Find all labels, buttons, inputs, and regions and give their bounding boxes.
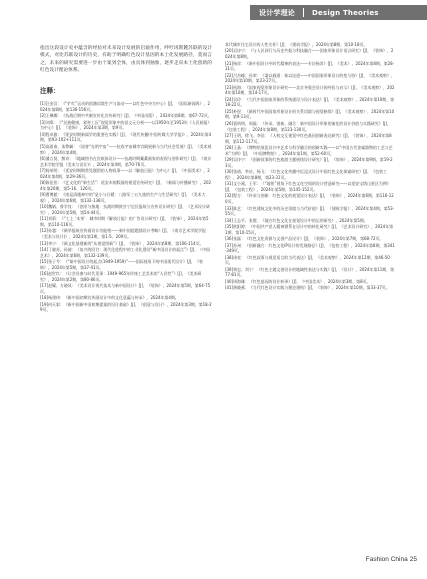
footnote-item: [10]魏婧、鲁学良：《创业与接地：抗战时期陕甘宁边区报纸与宣传设计研究》[J]，《艺术设计研究》，2024年第5期，第54-44页。	[40, 204, 210, 215]
footnote-item: [31]文小溪、王军：《“地景”视角下红色文化空间的设计营造研究——以延安宝塔山景区为例》[J]，《包装工程》，2024年第5期，第145-152页。	[225, 181, 391, 192]
footnote-item: [16]赵世红：《让会设参与时代见事：1949-965年传统工艺美术的“人民性”》[J]，《美术研究》，2024年第2期，第80-86页。	[40, 271, 202, 282]
footnote-item: [15]张子芩：《“新中国设计的起点(1949-1959)”——国际视角下的中国现代设计》[J]，《装饰》，2024年第5期，第37-41页。	[40, 259, 203, 270]
footnote-item: [38]周亮：《红色叙事与视觉语言的当代表达》[J]，《美术观察》，2024年第12期，第46-50页。	[225, 254, 390, 266]
footnote-item: [19]何天彩：《新中国新中国初期提案的设计基础》[J]，《创意与设计》，2024年第3期，第18-29页。	[40, 301, 212, 313]
footnote-item: [37]苏州：《创新融合：红色文化IP设计的发展路径》[J]，《包装工程》，2024年第8期，第341-349页。	[225, 242, 395, 254]
footnote-item: [12]孙越：《新华报纸宣传画设计功能相——新中国提题插设计考略》[J]，《南京艺术学院学报（美术与设计)》，2024年第1期，第1-5、209页。	[40, 228, 206, 240]
footnote-item: [14]丁晓苏、孙倩：《复兴的回甘：现代化进程中的工业化建设“新中国设计的起点”》[J]，《中国艺术》，2024年第6期，第132-139页。	[40, 247, 210, 258]
section-title-zh: 设计学理论	[259, 8, 295, 17]
footnote-item: [32]程方：《传承与创新：红色文化的视觉设计表达》[J]，《装饰》，2024年第6期，第116-120页。	[225, 193, 394, 205]
page-footer	[366, 555, 417, 563]
footnote-item: [24]吴玲：《当代中国国家形象的系统建设与设计表达》[J]，《美术观察》，2024年第10期，第18-22页。	[225, 96, 395, 108]
footnote-item: 本代城市住宅设计的人性关怀》[J]，《建筑学报》，2024年第8期，第10-18页。	[225, 42, 368, 47]
page-number: 25	[409, 556, 417, 563]
footnote-item: [9]曹博慈：《南昆清楼神中的“是小与日暖：八路军三五九旅的生产与生活研究》[J]，《美术大观》，2024年第6期，第132-138页。	[40, 192, 206, 203]
footnote-item: [4]程卓雅：《延安时期新闻学的重要在实践》[J]，《现代传播(中国传媒大学学报)》，2024年第4期，第93-102+111页。	[40, 131, 212, 143]
footnote-item: [5]高嘉南、朱擎娴：《遥寄“光明宇宙”——抗戏宇宙城市宫殿展新与当代社会发展》[J]，《美术观察》，2024年第4期。	[40, 143, 212, 155]
notes-list-right	[225, 42, 395, 291]
footnote-item: [26]裴明明、周磊：《传承、创新、融合：新中国设计形象的演化的设计价值与实践研究》[J]，《包装工程》，2024年第8期，第123-130页。	[225, 120, 391, 132]
footnote-item: [17]赵耀、方晓风：《美术设计现代技术与新中国设计》[J]，《装饰》，2024年第5期，第64-75页。	[40, 283, 211, 294]
footer-label: Fashion China	[365, 556, 408, 563]
footnote-item: [28]王晶：《博物馆展览设计中艺术与科学融合的创新实践——以“中国古代金属器物的工艺与艺术”为例》[J]，《中国博物馆》，2024年第1期，第52-60页。	[225, 145, 393, 156]
footnote-item: [11]刘莉：《“工上 ‘木茶’：城市时期《解放日报》的广告设计研究》[J]，《装饰》，2024年第5期，第110-116页。	[40, 216, 209, 227]
footnote-item: [36]张磊：《红色文化资源与文创产品设计》[J]，《装饰》，2024年第7期，第68-72页。	[225, 236, 384, 242]
footnote-item: [33]陈艺：《红色建筑文化中的历史语境与当代价值》[J]，《建筑学报》，2024年第4期，第53-55页。	[225, 205, 395, 217]
left-column	[40, 45, 212, 314]
footnote-item: [6]潘言贤、熊奇：《地域图书在宣纸体设计——抗战时期藏桑画家的表现与创作研究》[J]，《南京艺术学院学报（美术与设计)》，2024年第4期，第70-76页。	[40, 155, 212, 167]
footnote-item: [39]黄忠、刘宁：《红色主题文创设计的地域性表达与实践》[J]，《设计》，2024年第11期，第77-81页。	[225, 266, 395, 278]
right-column	[225, 42, 395, 292]
notes-list-left	[40, 101, 212, 313]
footnote-item: [8]陈佳怡：《艺文化的“新生活”：延安木刻版画的视觉宣传研究》[J]，《新闻与传播研究》，2024年第20期，第5-16、126页。	[40, 180, 212, 191]
body-paragraph: 指出这段设计史中蕴含的经验对未来设计发展的启迪作用，呼吁再斯麓苏联的设计模式，对比苏联设计的历史，有助于明确红色设计基因的本土化发展路径，莫而言之，未来的研究需要进一步由个案到全体，由具体到抽象，逐步走向本土化创新的红色设计理论体系。	[40, 46, 212, 73]
footnote-item: [30]张倩、李庆、杨飞：《红色文化传播中沉浸式设计中国红色文化探索研究》[J]，《包装工程》，2024年第8期，第23-31页。	[225, 169, 387, 180]
footnote-item: [3]刘郑：《“民族健康，邪害工匠”视觉形象中的意义元分析——以1950年至1953年《人民画报》为中心》[J]，《装饰》，2024年第3期，第9页。	[40, 119, 212, 131]
footnote-item: [27]王明、徐飞、李佳：《人机交互视觉中红色基因创新表达研究》[J]，《装饰》，2024年第8期，第112-117页。	[225, 133, 392, 144]
footnote-item: [13]李宁：《新文化基建新的“从视觉图新”》[J]，《装饰》，2024年第8期，第106-114页。	[40, 240, 204, 246]
footnote-item: [41]黄晓燕：《当代红色设计实践与理论建构》[J]，《装饰》，2024年第10期，第33-37页。	[225, 285, 390, 291]
footnote-item: [20]吴诗宁：《与人民同行与历史共振与科技融合——国家形象设计语言研究》[J]，《装饰》，2024年第8期。	[225, 48, 394, 60]
footnote-item: [21]杨淳：《新中国设计中时代精神的表达——专访杨淳》[J]，《美术》，2024年第8期，第28-31页。	[225, 60, 395, 72]
footnote-item: [23]杭海：《国家视觉形象设计研究——北京冬奥会设计的经验与启示》[J]，《美术观察》，2024年第10期，第14-17页。	[225, 84, 395, 96]
notes-title: 注释：	[40, 87, 60, 96]
header-separator	[303, 8, 304, 17]
footnote-item: [34]王志平、张霞：《地方红色文化在视觉设计中的运用研究》，2024年第5期。	[225, 217, 368, 223]
footnote-item: [18]杨建伟：《新中国初期宣传画设计中的文化意蕴与传承》，2024年第4期。	[40, 295, 179, 301]
footnote-item: [22]吕杰峰，孙荣：《器以载道：象以达道——中国国家形象设计的变与协》[J]，《美术观察》，2024年第10期，第23-27页。	[225, 72, 395, 84]
footnote-item: [35]欧阳婷：《中国共产党人精神谱系在设计中的转化研究》[J]，《艺术设计研究》，2024年第1期，第10-15页。	[225, 224, 394, 235]
footnote-item: [25]朴煜：《新时代中国国家形象设计的关系语境与视觉修辞》[J]，《美术观察》，2024年第10期，第9-13页。	[225, 108, 395, 120]
footnote-item: [40]周海雄：《红色基因的设计转译》[J]，《中国美术》，2024年第3期，第8页。	[225, 278, 371, 284]
footnote-item: [29]吴诗宁：《创新叙事的红色旅游主题展线设计研究》[J]，《装饰》，2024年第9期，第19-23页。	[225, 157, 393, 168]
footnote-item: [7]杨荣明：《延安时期期常见题图的人物叙事——以《解放日报》为中心》[J]，《中国美术》，2024年第4期，第29-36页。	[40, 168, 210, 179]
section-title-en: Design Theories	[312, 8, 379, 17]
footnote-item: [2]王琳娜：《抗战后期中共制宣传化宣传研究》[J]，《中国出版》，2024年第8期，第67-72页。	[40, 113, 212, 119]
section-header-bar	[250, 5, 427, 20]
footnote-item: [1]汪金汉：《“扩红”运动的固激语境生产与流动——以红色中央为中心》[J]，《国际新闻界》，2024年第8期，第136-156页。	[40, 101, 210, 112]
